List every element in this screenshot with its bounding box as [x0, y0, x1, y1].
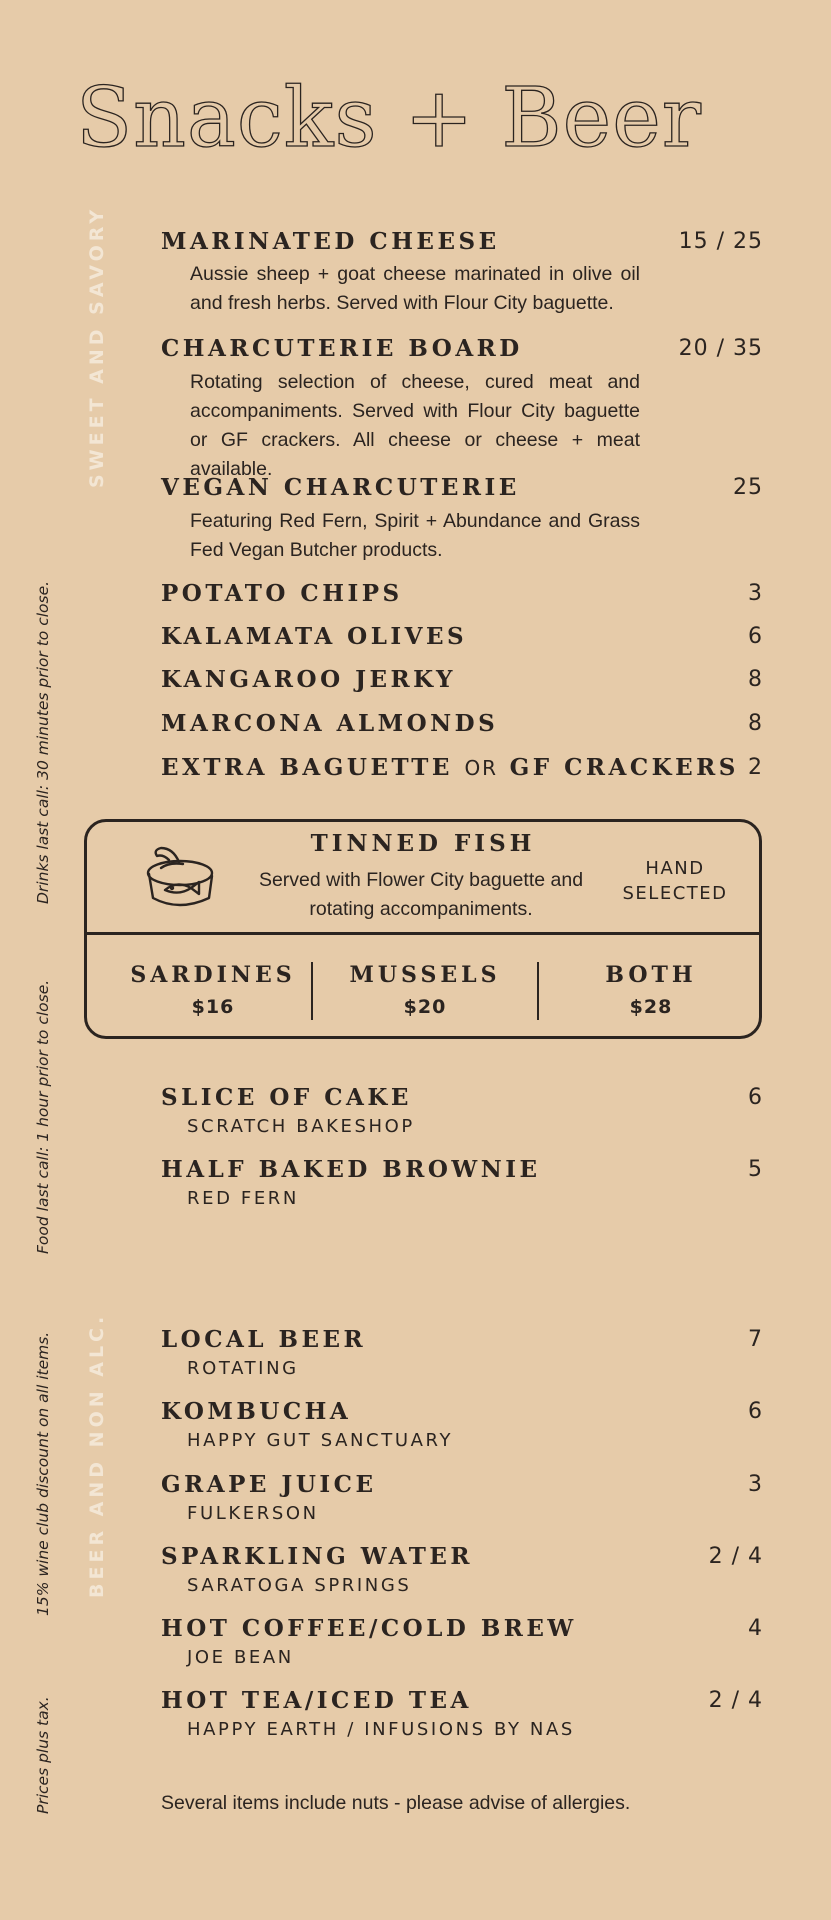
menu-item-name: MARCONA ALMONDS — [161, 710, 499, 737]
fish-option-name: SARDINES — [130, 962, 296, 988]
tinned-fish-description: Served with Flower City baguette and rotating accompaniments. — [258, 869, 584, 920]
menu-item-price: 6 — [748, 1399, 763, 1424]
menu-item-price: 2 / 4 — [708, 1688, 763, 1713]
fish-option — [551, 962, 751, 1018]
section-label-sweet-savory: SWEET AND SAVORY — [86, 205, 108, 488]
badge-line: HAND — [645, 858, 705, 879]
fish-option-price: $16 — [191, 996, 235, 1018]
fish-option — [325, 962, 525, 1018]
fish-option-name: BOTH — [605, 962, 697, 988]
menu-item-price: 8 — [748, 667, 763, 692]
tinned-fish-box — [84, 819, 762, 1039]
menu-item-price: 3 — [748, 1472, 763, 1497]
fish-option-price: $28 — [629, 996, 673, 1018]
menu-item-source: ROTATING — [187, 1358, 299, 1379]
menu-item-name: POTATO CHIPS — [161, 580, 403, 607]
menu-item-price: 6 — [748, 1085, 763, 1110]
hand-selected-badge — [615, 856, 735, 906]
menu-item-price: 25 — [733, 475, 763, 500]
menu-item-price: 6 — [748, 624, 763, 649]
menu-item-name — [161, 754, 739, 781]
menu-title: Snacks + Beer — [76, 71, 702, 166]
menu-item-name: VEGAN CHARCUTERIE — [161, 474, 520, 501]
fish-column-divider — [311, 962, 313, 1020]
menu-item-description: Featuring Red Fern, Spirit + Abundance and Grass Fed Vegan Butcher products. — [190, 510, 640, 561]
menu-item-price: 15 / 25 — [678, 229, 763, 254]
menu-item-name: SLICE OF CAKE — [161, 1084, 412, 1111]
menu-item-name: CHARCUTERIE BOARD — [161, 335, 523, 362]
menu-item-description: Aussie sheep + goat cheese marinated in olive oil and fresh herbs. Served with Flour City baguette. — [190, 263, 640, 314]
allergy-note: Several items include nuts - please advise of allergies. — [161, 1792, 631, 1814]
menu-item-source: HAPPY GUT SANCTUARY — [187, 1430, 454, 1451]
menu-item-price: 2 / 4 — [708, 1544, 763, 1569]
menu-item-source: HAPPY EARTH / INFUSIONS BY NAS — [187, 1719, 575, 1740]
note-drinks-last-call: Drinks last call: 30 minutes prior to close. — [34, 580, 52, 904]
menu-item-name: LOCAL BEER — [161, 1326, 367, 1353]
menu-item-price: 4 — [748, 1616, 763, 1641]
note-food-last-call: Food last call: 1 hour prior to close. — [34, 979, 52, 1254]
menu-item-name: MARINATED CHEESE — [161, 228, 500, 255]
menu-item-source: FULKERSON — [187, 1503, 319, 1524]
menu-item-price: 8 — [748, 711, 763, 736]
menu-item-description: Rotating selection of cheese, cured meat and accompaniments. Served with Flour City baguette or GF crackers. All cheese or cheese + meat available. — [190, 371, 640, 480]
fish-option-price: $20 — [403, 996, 447, 1018]
badge-line: SELECTED — [622, 883, 728, 904]
menu-item-name: KANGAROO JERKY — [161, 666, 456, 693]
fish-divider — [87, 932, 759, 935]
note-wine-club-discount: 15% wine club discount on all items. — [34, 1331, 52, 1616]
menu-item-price: 7 — [748, 1327, 763, 1352]
menu-item-name-part: GF CRACKERS — [509, 754, 739, 781]
menu-item-name: KALAMATA OLIVES — [161, 623, 468, 650]
note-prices-plus-tax: Prices plus tax. — [34, 1696, 52, 1814]
section-label-beer-non-alc: BEER AND NON ALC. — [86, 1312, 108, 1598]
or-word: OR — [464, 756, 499, 780]
menu-item-source: SARATOGA SPRINGS — [187, 1575, 412, 1596]
fish-option — [113, 962, 313, 1018]
fish-column-divider — [537, 962, 539, 1020]
menu-item-name: HOT TEA/ICED TEA — [161, 1687, 472, 1714]
menu-item-name: HALF BAKED BROWNIE — [161, 1156, 541, 1183]
menu-item-name: HOT COFFEE/COLD BREW — [161, 1615, 577, 1642]
menu-item-price: 3 — [748, 581, 763, 606]
menu-item-source: JOE BEAN — [187, 1647, 294, 1668]
tinned-fish-title: TINNED FISH — [310, 830, 536, 857]
menu-item-price: 5 — [748, 1157, 763, 1182]
menu-item-source: SCRATCH BAKESHOP — [187, 1116, 415, 1137]
fish-option-name: MUSSELS — [349, 962, 501, 988]
menu-item-name: GRAPE JUICE — [161, 1471, 377, 1498]
menu-item-source: RED FERN — [187, 1188, 299, 1209]
menu-item-name-part: EXTRA BAGUETTE — [161, 754, 453, 781]
menu-item-price: 20 / 35 — [678, 336, 763, 361]
menu-item-price: 2 — [748, 755, 763, 780]
menu-item-name: KOMBUCHA — [161, 1398, 352, 1425]
menu-item-name: SPARKLING WATER — [161, 1543, 473, 1570]
